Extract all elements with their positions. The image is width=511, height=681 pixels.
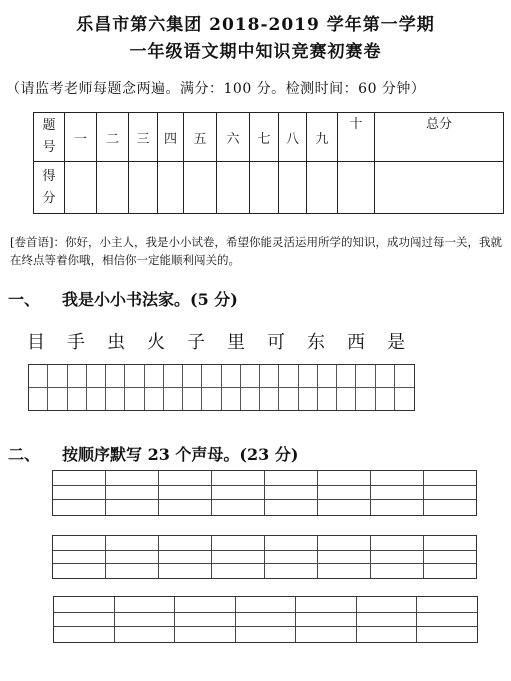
writing-grid-cell[interactable] xyxy=(164,365,183,388)
writing-grid-cell[interactable] xyxy=(260,388,279,411)
writing-grid-cell[interactable] xyxy=(164,388,183,411)
calligraphy-characters xyxy=(27,328,427,354)
calligraphy-char: 里 xyxy=(227,332,245,353)
writing-grid-cell[interactable] xyxy=(376,388,395,411)
section1-heading xyxy=(8,287,238,310)
section2-title: 按顺序默写 23 个声母。(23 分) xyxy=(62,445,299,464)
writing-grid-cell[interactable] xyxy=(318,365,337,388)
pinyin-cell[interactable] xyxy=(115,597,176,642)
score-col-header: 六 xyxy=(217,113,250,162)
calligraphy-char: 火 xyxy=(147,332,165,353)
pinyin-cell[interactable] xyxy=(54,597,115,642)
pinyin-writing-row[interactable] xyxy=(52,535,477,579)
section1-title: 我是小小书法家。(5 分) xyxy=(62,290,238,309)
calligraphy-char: 是 xyxy=(387,332,405,353)
writing-grid-cell[interactable] xyxy=(125,365,144,388)
writing-grid-cell[interactable] xyxy=(395,388,414,411)
pinyin-cell[interactable] xyxy=(212,471,265,515)
writing-grid-cell[interactable] xyxy=(145,388,164,411)
pinyin-cell[interactable] xyxy=(371,536,424,578)
score-table-score-row xyxy=(34,162,504,214)
score-cell[interactable] xyxy=(217,162,250,214)
pinyin-cell[interactable] xyxy=(318,471,371,515)
writing-grid-cell[interactable] xyxy=(356,388,375,411)
pinyin-cell[interactable] xyxy=(106,536,159,578)
score-col-header: 五 xyxy=(184,113,217,162)
writing-grid-cell[interactable] xyxy=(145,365,164,388)
calligraphy-char: 西 xyxy=(347,332,365,353)
writing-grid-cell[interactable] xyxy=(29,365,48,388)
section1-number: 一、 xyxy=(8,290,41,309)
exam-title-line2: 一年级语文期中知识竞赛初赛卷 xyxy=(129,42,382,62)
preface-text: [卷首语]：你好，小主人，我是小小试卷，希望你能灵活运用所学的知识，成功闯过每一关，我就在终点等着你哦，相信你一定能顺利闯关的。 xyxy=(10,235,502,267)
writing-grid-cell[interactable] xyxy=(395,365,414,388)
score-cell[interactable] xyxy=(158,162,184,214)
pinyin-cell[interactable] xyxy=(175,597,236,642)
pinyin-cell[interactable] xyxy=(53,471,106,515)
writing-grid-cell[interactable] xyxy=(222,388,241,411)
calligraphy-char: 手 xyxy=(67,332,85,353)
score-total-cell[interactable] xyxy=(375,162,504,214)
score-cell[interactable] xyxy=(97,162,129,214)
writing-grid-cell[interactable] xyxy=(68,388,87,411)
score-table xyxy=(33,112,504,214)
writing-grid-cell[interactable] xyxy=(87,388,106,411)
pinyin-writing-row[interactable] xyxy=(53,596,478,643)
writing-grid-cell[interactable] xyxy=(183,365,202,388)
score-col-header: 八 xyxy=(279,113,307,162)
pinyin-cell[interactable] xyxy=(318,536,371,578)
pinyin-cell[interactable] xyxy=(265,536,318,578)
pinyin-cell[interactable] xyxy=(296,597,357,642)
writing-grid-cell[interactable] xyxy=(241,365,260,388)
calligraphy-char: 可 xyxy=(267,332,285,353)
writing-grid-cell[interactable] xyxy=(202,388,221,411)
writing-grid-cell[interactable] xyxy=(48,365,67,388)
score-table-header-row xyxy=(34,113,504,162)
score-col-header: 一 xyxy=(65,113,97,162)
score-table-row-label: 得分 xyxy=(34,162,65,214)
pinyin-writing-row[interactable] xyxy=(52,470,477,516)
score-cell[interactable] xyxy=(65,162,97,214)
writing-grid-cell[interactable] xyxy=(48,388,67,411)
writing-grid-cell[interactable] xyxy=(299,388,318,411)
exam-title-line1: 乐昌市第六集团 2018-2019 学年第一学期 xyxy=(76,15,435,35)
pinyin-cell[interactable] xyxy=(159,471,212,515)
score-cell[interactable] xyxy=(338,162,375,214)
score-col-header: 七 xyxy=(250,113,279,162)
pinyin-cell[interactable] xyxy=(371,471,424,515)
writing-grid-cell[interactable] xyxy=(202,365,221,388)
pinyin-cell[interactable] xyxy=(417,597,477,642)
pinyin-cell[interactable] xyxy=(53,536,106,578)
writing-grid-cell[interactable] xyxy=(106,388,125,411)
score-total-header: 总分 xyxy=(375,113,504,162)
calligraphy-char: 东 xyxy=(307,332,325,353)
writing-grid-cell[interactable] xyxy=(29,388,48,411)
pinyin-cell[interactable] xyxy=(106,471,159,515)
writing-grid-cell[interactable] xyxy=(337,388,356,411)
writing-grid-cell[interactable] xyxy=(222,365,241,388)
pinyin-cell[interactable] xyxy=(424,471,476,515)
writing-grid-cell[interactable] xyxy=(337,365,356,388)
score-col-header: 四 xyxy=(158,113,184,162)
score-table-row-label: 题号 xyxy=(34,113,65,162)
pinyin-cell[interactable] xyxy=(265,471,318,515)
score-col-header: 十 xyxy=(338,113,375,162)
writing-grid-cell[interactable] xyxy=(279,388,298,411)
pinyin-cell[interactable] xyxy=(212,536,265,578)
score-cell[interactable] xyxy=(184,162,217,214)
writing-grid-cell[interactable] xyxy=(125,388,144,411)
writing-grid[interactable] xyxy=(28,364,415,411)
writing-grid-cell[interactable] xyxy=(318,388,337,411)
section2-heading xyxy=(8,442,298,465)
score-cell[interactable] xyxy=(279,162,307,214)
writing-grid-cell[interactable] xyxy=(279,365,298,388)
writing-grid-cell[interactable] xyxy=(106,365,125,388)
writing-grid-cell[interactable] xyxy=(68,365,87,388)
writing-grid-cell[interactable] xyxy=(241,388,260,411)
writing-grid-cell[interactable] xyxy=(299,365,318,388)
score-col-header: 三 xyxy=(129,113,158,162)
score-cell[interactable] xyxy=(250,162,279,214)
section2-number: 二、 xyxy=(8,445,41,464)
pinyin-cell[interactable] xyxy=(236,597,297,642)
pinyin-cell[interactable] xyxy=(424,536,476,578)
writing-grid-cell[interactable] xyxy=(260,365,279,388)
pinyin-cell[interactable] xyxy=(159,536,212,578)
writing-grid-cell[interactable] xyxy=(183,388,202,411)
score-col-header: 九 xyxy=(307,113,338,162)
calligraphy-char: 子 xyxy=(187,332,205,353)
calligraphy-char: 目 xyxy=(27,332,45,353)
calligraphy-char: 虫 xyxy=(107,332,125,353)
score-col-header: 二 xyxy=(97,113,129,162)
writing-grid-cell[interactable] xyxy=(376,365,395,388)
exam-instructions: （请监考老师每题念两遍。满分：100 分。检测时间：60 分钟） xyxy=(6,81,426,97)
pinyin-cell[interactable] xyxy=(357,597,418,642)
score-cell[interactable] xyxy=(129,162,158,214)
score-cell[interactable] xyxy=(307,162,338,214)
writing-grid-cell[interactable] xyxy=(356,365,375,388)
writing-grid-cell[interactable] xyxy=(87,365,106,388)
